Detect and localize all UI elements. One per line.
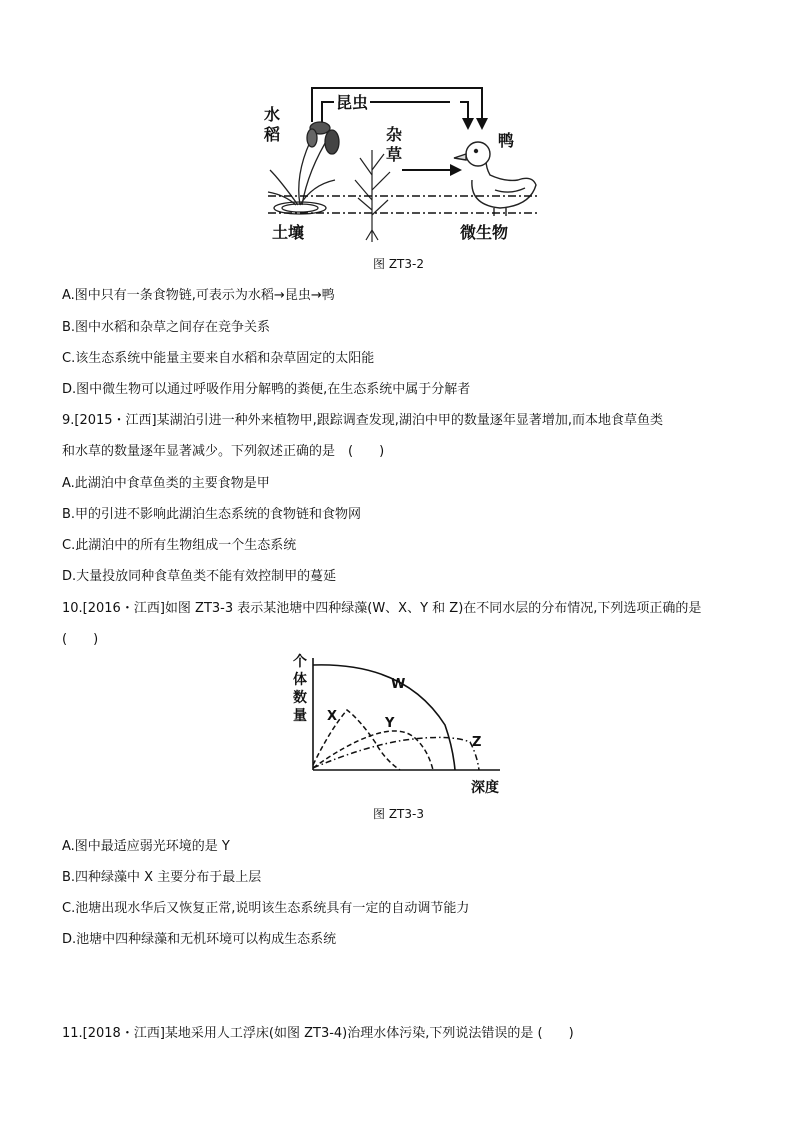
ylabel-char-3: 数 <box>293 690 307 706</box>
label-weed-1: 杂 <box>386 125 403 144</box>
figure-algae-depth-chart <box>285 650 515 798</box>
q9-stem-line2: 和水草的数量逐年显著减少。下列叙述正确的是 ( ) <box>62 444 385 459</box>
figure1-caption: 图 ZT3-2 <box>373 257 424 271</box>
q8-option-d: D.图中微生物可以通过呼吸作用分解鸭的粪便,在生态系统中属于分解者 <box>62 382 471 397</box>
q10-stem-line1: 10.[2016・江西]如图 ZT3-3 表示某池塘中四种绿藻(W、X、Y 和 Z)在不同水层的分布情况,下列选项正确的是 <box>62 601 702 616</box>
q9-option-b: B.甲的引进不影响此湖泊生态系统的食物链和食物网 <box>62 507 362 522</box>
ylabel-char-1: 个 <box>293 654 307 670</box>
label-soil: 土壤 <box>272 223 305 242</box>
q9-option-c: C.此湖泊中的所有生物组成一个生态系统 <box>62 538 297 553</box>
q11-stem: 11.[2018・江西]某地采用人工浮床(如图 ZT3-4)治理水体污染,下列说法错误的是 ( ) <box>62 1026 574 1041</box>
series-label-W: W <box>391 677 406 692</box>
arrow-head-duck-2 <box>462 118 474 130</box>
duck <box>454 142 536 216</box>
q8-option-a: A.图中只有一条食物链,可表示为水稻→昆虫→鸭 <box>62 288 335 303</box>
q10-option-d: D.池塘中四种绿藻和无机环境可以构成生态系统 <box>62 932 337 947</box>
label-rice-1: 水 <box>264 105 281 124</box>
q8-option-b: B.图中水稻和杂草之间存在竞争关系 <box>62 320 271 335</box>
ylabel <box>293 653 307 724</box>
xlabel: 深度 <box>471 780 499 796</box>
q10-option-c: C.池塘出现水华后又恢复正常,说明该生态系统具有一定的自动调节能力 <box>62 901 470 916</box>
label-insect: 昆虫 <box>336 93 369 112</box>
q8-option-c: C.该生态系统中能量主要来自水稻和杂草固定的太阳能 <box>62 351 375 366</box>
arrow-head-duck-1 <box>476 118 488 130</box>
q10-option-a: A.图中最适应弱光环境的是 Y <box>62 839 230 854</box>
series-Y <box>313 731 433 770</box>
q10-option-b: B.四种绿藻中 X 主要分布于最上层 <box>62 870 262 885</box>
ylabel-char-2: 体 <box>293 672 307 688</box>
series-label-X: X <box>327 709 338 724</box>
series-label-Y: Y <box>385 716 395 731</box>
ylabel-char-4: 量 <box>293 708 307 724</box>
series-label-Z: Z <box>472 735 482 750</box>
figure-food-web <box>250 80 550 250</box>
arrow-head-weed-duck <box>450 164 462 176</box>
figure2-caption: 图 ZT3-3 <box>373 807 424 821</box>
q10-stem-line2: ( ) <box>62 632 99 647</box>
q9-stem-line1: 9.[2015・江西]某湖泊引进一种外来植物甲,跟踪调查发现,湖泊中甲的数量逐年显著增加,而本地食草鱼类 <box>62 413 664 428</box>
q9-option-a: A.此湖泊中食草鱼类的主要食物是甲 <box>62 476 270 491</box>
label-duck: 鸭 <box>498 131 515 150</box>
label-weed-2: 草 <box>386 145 403 164</box>
q9-option-d: D.大量投放同种食草鱼类不能有效控制甲的蔓延 <box>62 569 337 584</box>
label-microbe: 微生物 <box>460 223 509 242</box>
label-rice-2: 稻 <box>264 125 281 144</box>
